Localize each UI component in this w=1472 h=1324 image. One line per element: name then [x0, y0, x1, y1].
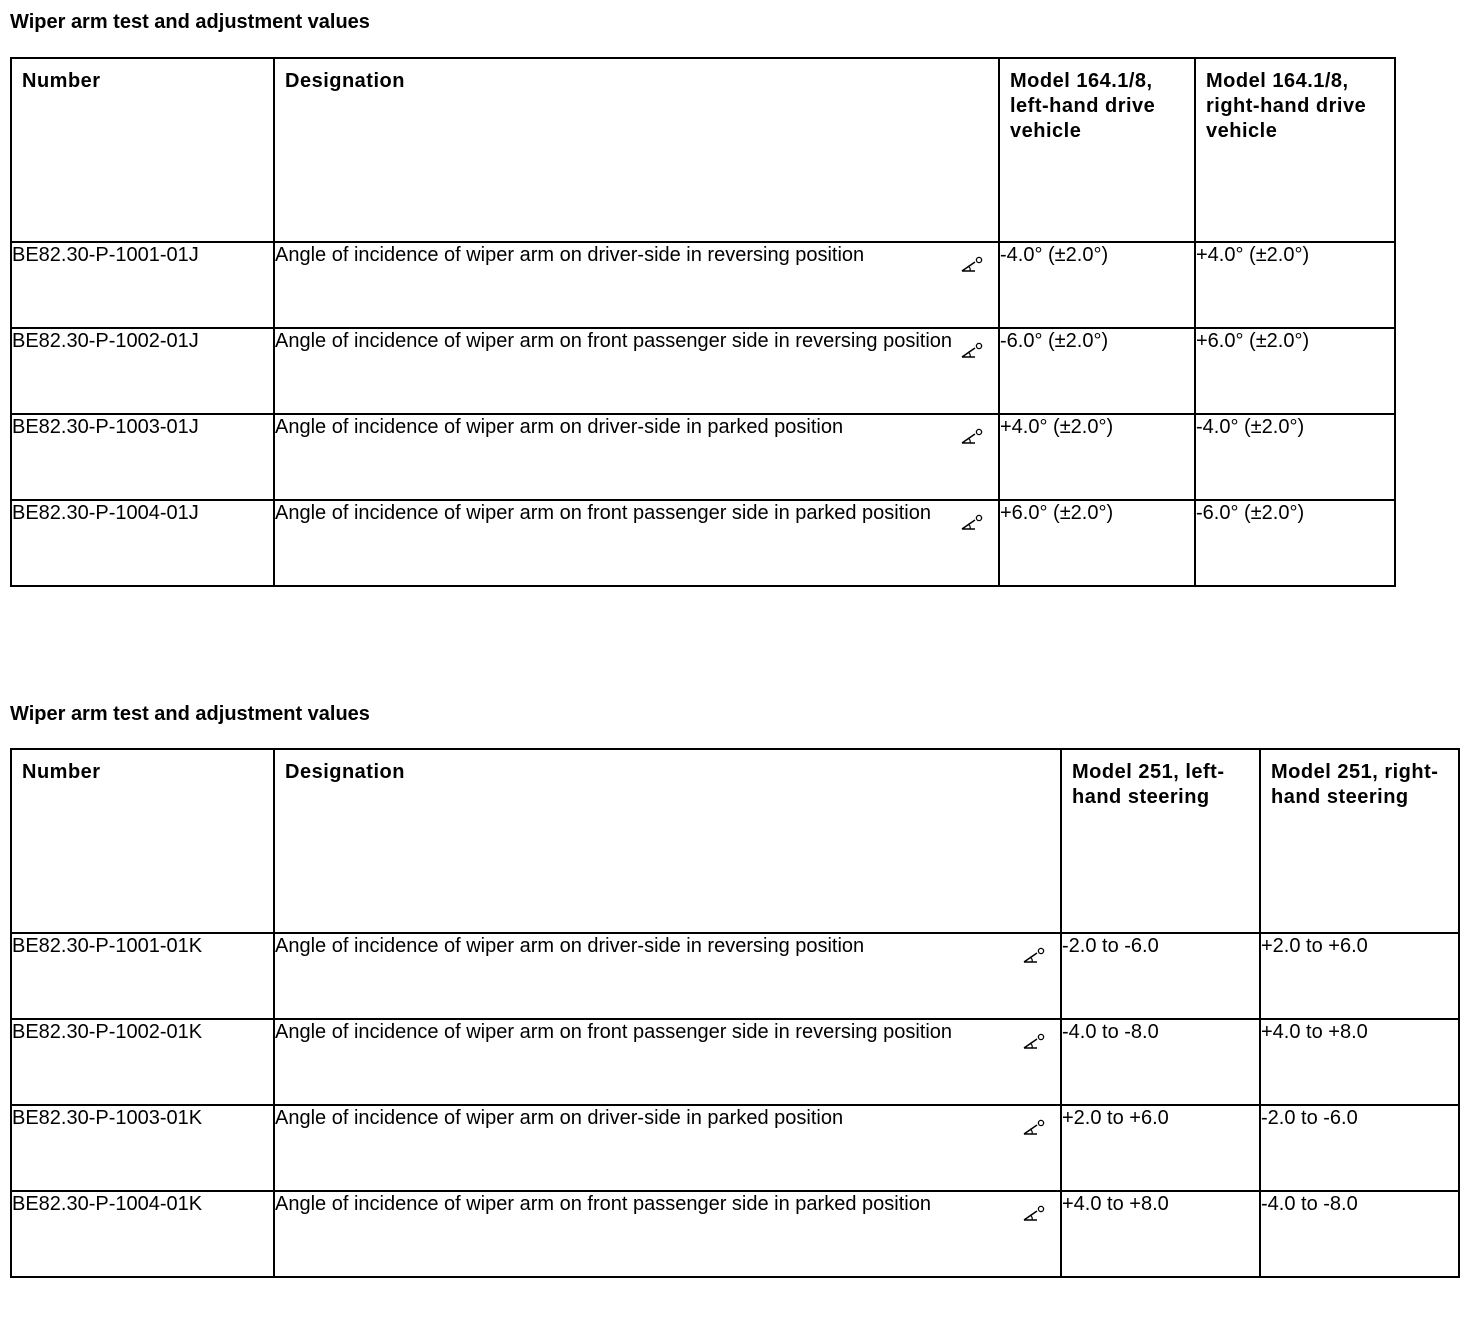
- value-rhd: +6.0° (±2.0°): [1195, 328, 1395, 414]
- row-number: BE82.30-P-1001-01J: [11, 242, 274, 328]
- row-number: BE82.30-P-1003-01J: [11, 414, 274, 500]
- angle-icon: [1020, 1118, 1046, 1138]
- row-designation: [274, 1019, 1061, 1105]
- table-header-row: [11, 749, 1459, 933]
- row-designation: [274, 500, 999, 586]
- value-lhd: -6.0° (±2.0°): [999, 328, 1195, 414]
- row-designation: [274, 414, 999, 500]
- column-header-number: Number: [11, 749, 274, 933]
- designation-text: Angle of incidence of wiper arm on driver-side in reversing position: [275, 935, 865, 957]
- angle-icon: [958, 255, 984, 275]
- value-rhd: +2.0 to +6.0: [1260, 933, 1459, 1019]
- row-number: BE82.30-P-1002-01K: [11, 1019, 274, 1105]
- value-lhd: -2.0 to -6.0: [1061, 933, 1260, 1019]
- value-rhd: -4.0° (±2.0°): [1195, 414, 1395, 500]
- value-rhd: +4.0 to +8.0: [1260, 1019, 1459, 1105]
- value-lhd: -4.0° (±2.0°): [999, 242, 1195, 328]
- row-designation: [274, 1191, 1061, 1277]
- value-lhd: -4.0 to -8.0: [1061, 1019, 1260, 1105]
- section-title: Wiper arm test and adjustment values: [10, 11, 370, 33]
- designation-text: Angle of incidence of wiper arm on driver-side in reversing position: [275, 244, 865, 266]
- value-lhd: +4.0° (±2.0°): [999, 414, 1195, 500]
- designation-text: Angle of incidence of wiper arm on front passenger side in parked position: [275, 502, 931, 524]
- table-row: [11, 1191, 1459, 1277]
- angle-icon: [958, 427, 984, 447]
- value-rhd: -6.0° (±2.0°): [1195, 500, 1395, 586]
- row-number: BE82.30-P-1003-01K: [11, 1105, 274, 1191]
- value-rhd: -4.0 to -8.0: [1260, 1191, 1459, 1277]
- table-row: [11, 328, 1395, 414]
- table-row: [11, 933, 1459, 1019]
- section-title: Wiper arm test and adjustment values: [10, 703, 370, 725]
- column-header-lhd: Model 251, left-hand steering: [1061, 749, 1260, 933]
- row-number: BE82.30-P-1002-01J: [11, 328, 274, 414]
- designation-text: Angle of incidence of wiper arm on driver-side in parked position: [275, 416, 844, 438]
- angle-icon: [1020, 946, 1046, 966]
- column-header-designation: Designation: [274, 58, 999, 242]
- column-header-number: Number: [11, 58, 274, 242]
- angle-icon: [958, 341, 984, 361]
- designation-text: Angle of incidence of wiper arm on front passenger side in parked position: [275, 1193, 931, 1215]
- designation-text: Angle of incidence of wiper arm on front passenger side in reversing position: [275, 1021, 953, 1043]
- table-header-row: [11, 58, 1395, 242]
- row-number: BE82.30-P-1001-01K: [11, 933, 274, 1019]
- designation-text: Angle of incidence of wiper arm on front passenger side in reversing position: [275, 330, 953, 352]
- table-row: [11, 414, 1395, 500]
- value-rhd: -2.0 to -6.0: [1260, 1105, 1459, 1191]
- angle-icon: [1020, 1204, 1046, 1224]
- value-lhd: +6.0° (±2.0°): [999, 500, 1195, 586]
- value-rhd: +4.0° (±2.0°): [1195, 242, 1395, 328]
- wiper-values-table-model-164: [10, 57, 1396, 587]
- value-lhd: +2.0 to +6.0: [1061, 1105, 1260, 1191]
- column-header-lhd: Model 164.1/8, left-hand drive vehicle: [999, 58, 1195, 242]
- row-designation: [274, 328, 999, 414]
- value-lhd: +4.0 to +8.0: [1061, 1191, 1260, 1277]
- column-header-rhd: Model 251, right-hand steering: [1260, 749, 1459, 933]
- table-row: [11, 1105, 1459, 1191]
- row-number: BE82.30-P-1004-01K: [11, 1191, 274, 1277]
- row-number: BE82.30-P-1004-01J: [11, 500, 274, 586]
- designation-text: Angle of incidence of wiper arm on driver-side in parked position: [275, 1107, 844, 1129]
- row-designation: [274, 242, 999, 328]
- row-designation: [274, 933, 1061, 1019]
- table-row: [11, 1019, 1459, 1105]
- angle-icon: [958, 513, 984, 533]
- table-row: [11, 242, 1395, 328]
- table-row: [11, 500, 1395, 586]
- column-header-designation: Designation: [274, 749, 1061, 933]
- row-designation: [274, 1105, 1061, 1191]
- column-header-rhd: Model 164.1/8, right-hand drive vehicle: [1195, 58, 1395, 242]
- wiper-values-table-model-251: [10, 748, 1460, 1278]
- angle-icon: [1020, 1032, 1046, 1052]
